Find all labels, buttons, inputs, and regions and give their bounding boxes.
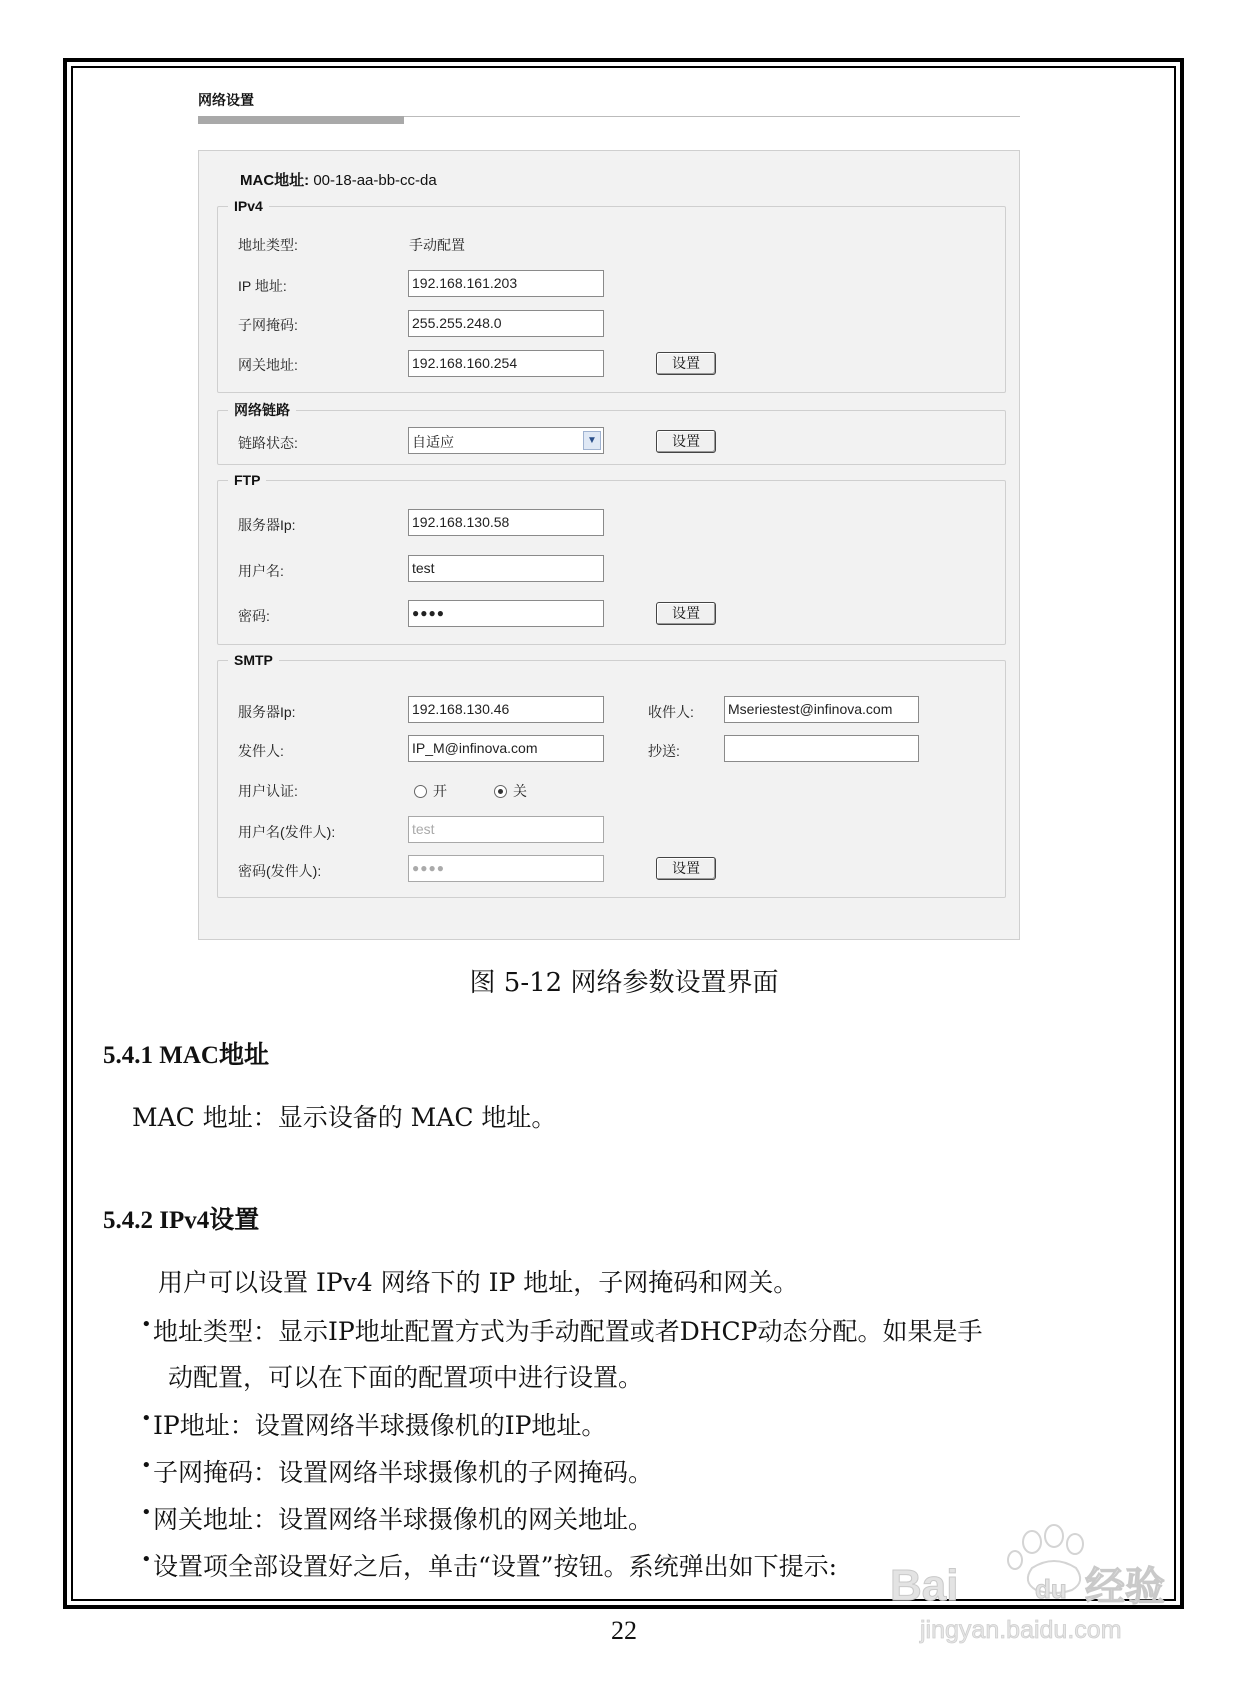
auth-on-radio[interactable]: [414, 781, 447, 801]
chevron-down-icon[interactable]: ▼: [583, 431, 601, 450]
bullet-ip-address: • IP地址：设置网络半球摄像机的IP地址。: [153, 1406, 606, 1442]
ftp-server-input[interactable]: 192.168.130.58: [408, 509, 604, 536]
cc-label: 抄送:: [648, 743, 680, 759]
baidu-jingyan-watermark: [882, 1520, 1172, 1650]
address-type-label: 地址类型:: [238, 237, 298, 253]
section-542-heading: 5.4.2 IPv4设置: [103, 1207, 260, 1234]
recipient-input[interactable]: Mseriestest@infinova.com: [724, 696, 919, 723]
screenshot-title: 网络设置: [198, 92, 254, 108]
bullet-address-type-continued: 动配置，可以在下面的配置项中进行设置。: [168, 1363, 644, 1392]
sender-password-label: 密码(发件人):: [238, 863, 322, 879]
smtp-server-label: 服务器Ip:: [238, 704, 296, 720]
subnet-mask-label: 子网掩码:: [238, 317, 298, 333]
bullet-set-button-note: • 设置项全部设置好之后，单击“设置”按钮。系统弹出如下提示:: [153, 1547, 837, 1583]
gateway-label: 网关地址:: [238, 357, 298, 373]
mac-label: MAC地址:: [240, 172, 310, 189]
radio-selected-icon: [494, 785, 507, 798]
ip-address-input[interactable]: 192.168.161.203: [408, 270, 604, 297]
mac-value: 00-18-aa-bb-cc-da: [313, 172, 437, 189]
bullet-gateway: • 网关地址：设置网络半球摄像机的网关地址。: [153, 1500, 653, 1536]
svg-text:经验: 经验: [1085, 1565, 1165, 1609]
page-number: 22: [611, 1616, 637, 1645]
auth-off-label: 关: [513, 783, 527, 799]
svg-text:Bai: Bai: [890, 1561, 959, 1610]
sender-input[interactable]: IP_M@infinova.com: [408, 735, 604, 762]
ftp-server-label: 服务器Ip:: [238, 517, 296, 533]
auth-off-radio[interactable]: [494, 781, 527, 801]
title-underline-accent: [198, 116, 404, 124]
gateway-input[interactable]: 192.168.160.254: [408, 350, 604, 377]
network-link-group: [217, 400, 1006, 465]
mac-address-row: [240, 169, 437, 190]
ipv4-set-button[interactable]: 设置: [656, 352, 716, 375]
sender-user-label: 用户名(发件人):: [238, 824, 336, 840]
ftp-user-input[interactable]: test: [408, 555, 604, 582]
bullet-subnet-mask: • 子网掩码：设置网络半球摄像机的子网掩码。: [153, 1453, 653, 1489]
sender-password-input[interactable]: ●●●●: [408, 855, 604, 882]
svg-text:du: du: [1035, 1574, 1067, 1604]
link-set-button[interactable]: 设置: [656, 430, 716, 453]
svg-text:jingyan.baidu.com: jingyan.baidu.com: [920, 1616, 1122, 1644]
ftp-user-label: 用户名:: [238, 563, 284, 579]
link-status-label: 链路状态:: [238, 435, 298, 451]
ipv4-legend: IPv4: [234, 198, 263, 214]
recipient-label: 收件人:: [648, 704, 694, 720]
smtp-server-input[interactable]: 192.168.130.46: [408, 696, 604, 723]
address-type-value: 手动配置: [409, 237, 465, 253]
section-541-text: MAC 地址：显示设备的 MAC 地址。: [132, 1103, 557, 1132]
ftp-password-input[interactable]: ●●●●: [408, 600, 604, 627]
smtp-set-button[interactable]: 设置: [656, 857, 716, 880]
auth-label: 用户认证:: [238, 783, 298, 799]
ftp-set-button[interactable]: 设置: [656, 602, 716, 625]
ftp-password-label: 密码:: [238, 608, 270, 624]
sender-label: 发件人:: [238, 743, 284, 759]
link-status-select[interactable]: [408, 427, 604, 454]
section-542-intro: 用户可以设置 IPv4 网络下的 IP 地址，子网掩码和网关。: [158, 1268, 799, 1297]
auth-on-label: 开: [433, 783, 447, 799]
smtp-legend: SMTP: [234, 652, 273, 668]
link-status-value: 自适应: [412, 434, 454, 450]
cc-input[interactable]: [724, 735, 919, 762]
bullet-address-type: • 地址类型：显示IP地址配置方式为手动配置或者DHCP动态分配。如果是手: [153, 1312, 983, 1348]
section-541-heading: 5.4.1 MAC地址: [103, 1042, 269, 1069]
smtp-group: [217, 652, 1006, 898]
radio-off-icon: [414, 785, 427, 798]
ipv4-group: [217, 198, 1006, 393]
network-link-legend: 网络链路: [234, 402, 290, 418]
subnet-mask-input[interactable]: 255.255.248.0: [408, 310, 604, 337]
ftp-group: [217, 472, 1006, 645]
ip-address-label: IP 地址:: [238, 278, 287, 294]
figure-caption: 图 5-12 网络参数设置界面: [469, 968, 779, 998]
sender-user-input[interactable]: test: [408, 816, 604, 843]
ftp-legend: FTP: [234, 472, 261, 488]
